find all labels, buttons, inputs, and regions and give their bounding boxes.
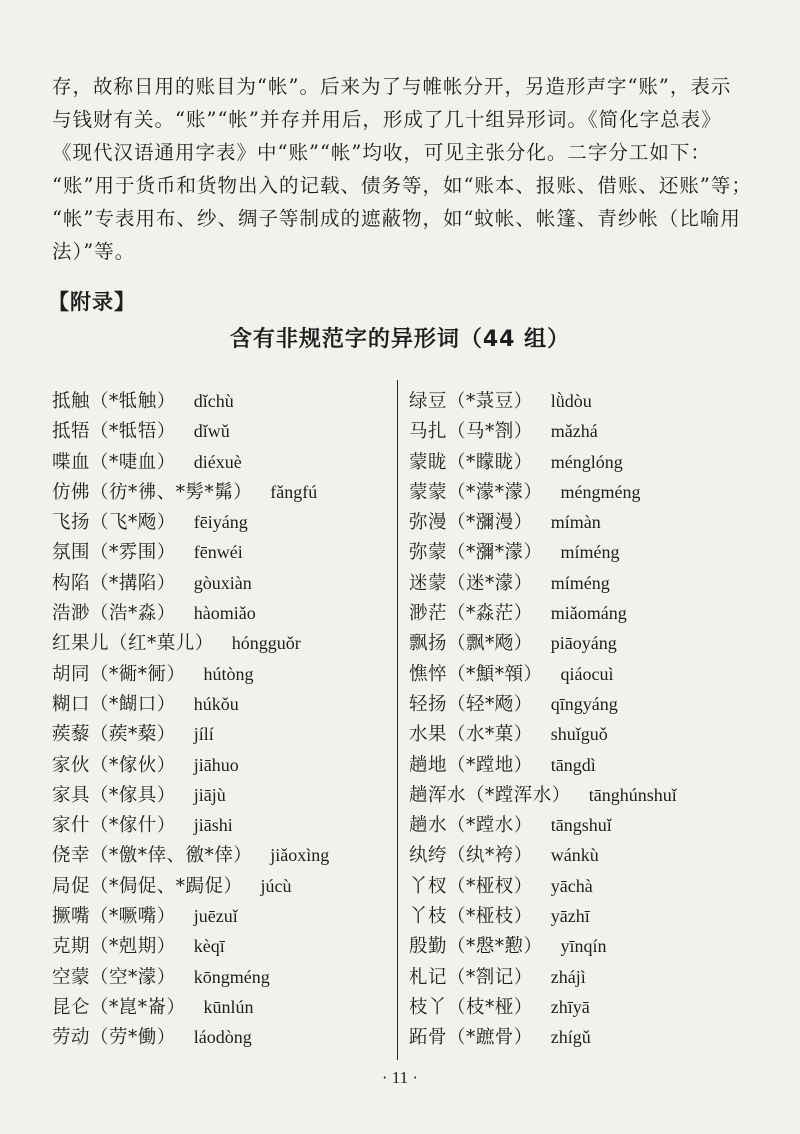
pinyin: diéxuè	[193, 451, 242, 472]
word-entry	[409, 568, 677, 598]
variant-word: 胡同（*衚*衕）	[52, 663, 186, 685]
word-entry	[52, 719, 329, 749]
variant-word: 红果儿（红*菓儿）	[52, 633, 214, 655]
variant-word: 氛围（*雰围）	[52, 542, 176, 564]
word-entry	[409, 447, 677, 477]
variant-word: 丫枝（*桠枝）	[409, 906, 533, 928]
pinyin: jiājù	[193, 784, 226, 805]
variant-word: 绿豆（*菉豆）	[409, 391, 533, 412]
pinyin: yāzhī	[550, 906, 590, 927]
pinyin: piāoyáng	[550, 633, 617, 654]
word-entry	[52, 871, 329, 901]
pinyin: dǐwǔ	[193, 421, 230, 442]
variant-word: 马扎（马*劄）	[409, 421, 533, 443]
pinyin: zhígǔ	[550, 1027, 591, 1048]
variant-word: 撅嘴（*噘嘴）	[52, 906, 176, 928]
pinyin: míméng	[560, 542, 620, 563]
variant-word: 蒙眬（*矇眬）	[409, 451, 533, 473]
variant-word: 克期（*剋期）	[52, 936, 176, 958]
pinyin: hóngguǒr	[231, 633, 301, 654]
pinyin: qiáocuì	[560, 663, 614, 684]
word-entry	[409, 659, 677, 689]
variant-word: 弥漫（*瀰漫）	[409, 512, 533, 534]
pinyin: jiǎoxìng	[270, 845, 330, 866]
variant-word: 侥幸（*儌*倖、徼*倖）	[52, 845, 253, 867]
intro-line: 法）”等。	[52, 240, 136, 263]
variant-word: 蒺藜（蒺*蔾）	[52, 724, 176, 746]
word-entry	[52, 537, 329, 567]
pinyin: kōngméng	[193, 966, 270, 987]
word-entry	[409, 689, 677, 719]
pinyin: júcù	[260, 875, 292, 896]
word-entry	[409, 780, 677, 810]
variant-word: 抵触（*牴触）	[52, 391, 176, 412]
variant-word: 家伙（*傢伙）	[52, 754, 176, 776]
pinyin: qīngyáng	[550, 693, 618, 714]
left-word-list	[52, 386, 329, 1053]
pinyin: míméng	[550, 572, 610, 593]
pinyin: fēiyáng	[193, 512, 248, 533]
word-entry	[52, 780, 329, 810]
intro-paragraph	[52, 70, 752, 268]
word-entry	[52, 962, 329, 992]
variant-word: 家具（*傢具）	[52, 784, 176, 806]
variant-word: 趟水（*蹚水）	[409, 815, 533, 837]
pinyin: jiāshi	[193, 815, 233, 836]
variant-word: 空蒙（空*濛）	[52, 966, 176, 988]
variant-word: 跖骨（*蹠骨）	[409, 1027, 533, 1049]
word-entry	[409, 962, 677, 992]
word-entry	[409, 901, 677, 931]
word-entry	[409, 477, 677, 507]
pinyin: dǐchù	[193, 391, 234, 411]
word-entry	[409, 992, 677, 1022]
variant-word: 殷勤（*慇*懃）	[409, 936, 543, 958]
word-entry	[52, 386, 329, 416]
appendix-label: 【附录】	[48, 290, 136, 314]
word-entry	[409, 840, 677, 870]
word-entry	[52, 477, 329, 507]
variant-word: 昆仑（*崑*崙）	[52, 996, 186, 1018]
column-divider	[397, 380, 398, 1060]
pinyin: juēzuǐ	[193, 906, 238, 927]
pinyin: mímàn	[550, 512, 601, 533]
word-entry	[409, 386, 677, 416]
pinyin: yāchà	[550, 875, 593, 896]
page-number: · 11 ·	[381, 1068, 419, 1087]
variant-word: 飘扬（飘*飏）	[409, 633, 533, 655]
variant-word: 迷蒙（迷*濛）	[409, 572, 533, 594]
word-entry	[52, 992, 329, 1022]
pinyin: lǜdòu	[550, 391, 592, 411]
pinyin: kèqī	[193, 936, 225, 957]
word-entry	[52, 1022, 329, 1052]
word-entry	[409, 628, 677, 658]
variant-word: 趟浑水（*蹚浑水）	[409, 784, 571, 806]
word-entry	[52, 598, 329, 628]
pinyin: shuǐguǒ	[550, 724, 608, 745]
intro-line: 《现代汉语通用字表》中“账”“帐”均收，可见主张分化。二字分工如下：	[52, 141, 711, 164]
word-entry	[52, 628, 329, 658]
word-entry	[52, 447, 329, 477]
word-entry	[52, 659, 329, 689]
pinyin: yīnqín	[560, 936, 607, 957]
word-entry	[409, 931, 677, 961]
variant-word: 蒙蒙（*濛*濛）	[409, 481, 543, 503]
pinyin: húkǒu	[193, 693, 239, 714]
variant-word: 枝丫（枝*桠）	[409, 996, 533, 1018]
variant-word: 渺茫（*淼茫）	[409, 603, 533, 625]
word-entry	[409, 719, 677, 749]
pinyin: zhīyā	[550, 996, 590, 1017]
variant-word: 飞扬（飞*飏）	[52, 512, 176, 534]
pinyin: ménglóng	[550, 451, 623, 472]
pinyin: hútòng	[203, 663, 254, 684]
pinyin: tāngshuǐ	[550, 815, 612, 836]
pinyin: wánkù	[550, 845, 599, 866]
variant-word: 轻扬（轻*飏）	[409, 693, 533, 715]
variant-word: 水果（水*菓）	[409, 724, 533, 746]
variant-word: 纨绔（纨*袴）	[409, 845, 533, 867]
pinyin: miǎománg	[550, 603, 627, 624]
pinyin: méngméng	[560, 481, 641, 502]
pinyin: tāngdì	[550, 754, 596, 775]
variant-word: 仿佛（彷*彿、*髣*髴）	[52, 481, 253, 503]
pinyin: zhájì	[550, 966, 586, 987]
word-entry	[52, 810, 329, 840]
word-entry	[52, 840, 329, 870]
variant-word: 弥蒙（*瀰*濛）	[409, 542, 543, 564]
variant-word: 浩渺（浩*淼）	[52, 603, 176, 625]
word-entry	[409, 537, 677, 567]
variant-word: 喋血（*啑血）	[52, 451, 176, 473]
pinyin: hàomiǎo	[193, 603, 256, 624]
variant-word: 局促（*侷促、*跼促）	[52, 875, 243, 897]
pinyin: tānghúnshuǐ	[588, 784, 677, 805]
word-entry	[409, 416, 677, 446]
word-entry	[52, 901, 329, 931]
word-entry	[409, 871, 677, 901]
variant-word: 构陷（*搆陷）	[52, 572, 176, 594]
word-entry	[409, 750, 677, 780]
pinyin: fēnwéi	[193, 542, 243, 563]
pinyin: mǎzhá	[550, 421, 598, 442]
right-word-list	[409, 386, 677, 1053]
word-entry	[52, 416, 329, 446]
word-entry	[409, 598, 677, 628]
pinyin: jílí	[193, 724, 214, 745]
word-entry	[52, 750, 329, 780]
variant-word: 劳动（劳*働）	[52, 1027, 176, 1049]
variant-word: 丫杈（*桠杈）	[409, 875, 533, 897]
section-title: 含有非规范字的异形词（44 组）	[229, 327, 571, 352]
variant-word: 趟地（*蹚地）	[409, 754, 533, 776]
variant-word: 糊口（*餬口）	[52, 693, 176, 715]
word-entry	[52, 931, 329, 961]
word-entry	[52, 689, 329, 719]
variant-word: 抵牾（*牴牾）	[52, 421, 176, 443]
word-entry	[409, 1022, 677, 1052]
intro-line: “账”用于货币和货物出入的记载、债务等，如“账本、报账、借账、还账”等；	[52, 174, 752, 197]
pinyin: láodòng	[193, 1027, 252, 1048]
variant-word: 札记（*劄记）	[409, 966, 533, 988]
pinyin: gòuxiàn	[193, 572, 252, 593]
word-entry	[52, 507, 329, 537]
variant-word: 憔悴（*顦*顇）	[409, 663, 543, 685]
intro-line: “帐”专表用布、纱、绸子等制成的遮蔽物，如“蚊帐、帐篷、青纱帐（比喻用	[52, 207, 741, 230]
pinyin: fǎngfú	[270, 481, 318, 502]
pinyin: kūnlún	[203, 996, 254, 1017]
word-entry	[409, 810, 677, 840]
variant-word: 家什（*傢什）	[52, 815, 176, 837]
word-entry	[409, 507, 677, 537]
pinyin: jiāhuo	[193, 754, 239, 775]
word-entry	[52, 568, 329, 598]
intro-line: 存，故称日用的账目为“帐”。后来为了与帷帐分开，另造形声字“账”，表示	[52, 75, 732, 98]
intro-line: 与钱财有关。“账”“帐”并存并用后，形成了几十组异形词。《简化字总表》	[52, 108, 722, 131]
